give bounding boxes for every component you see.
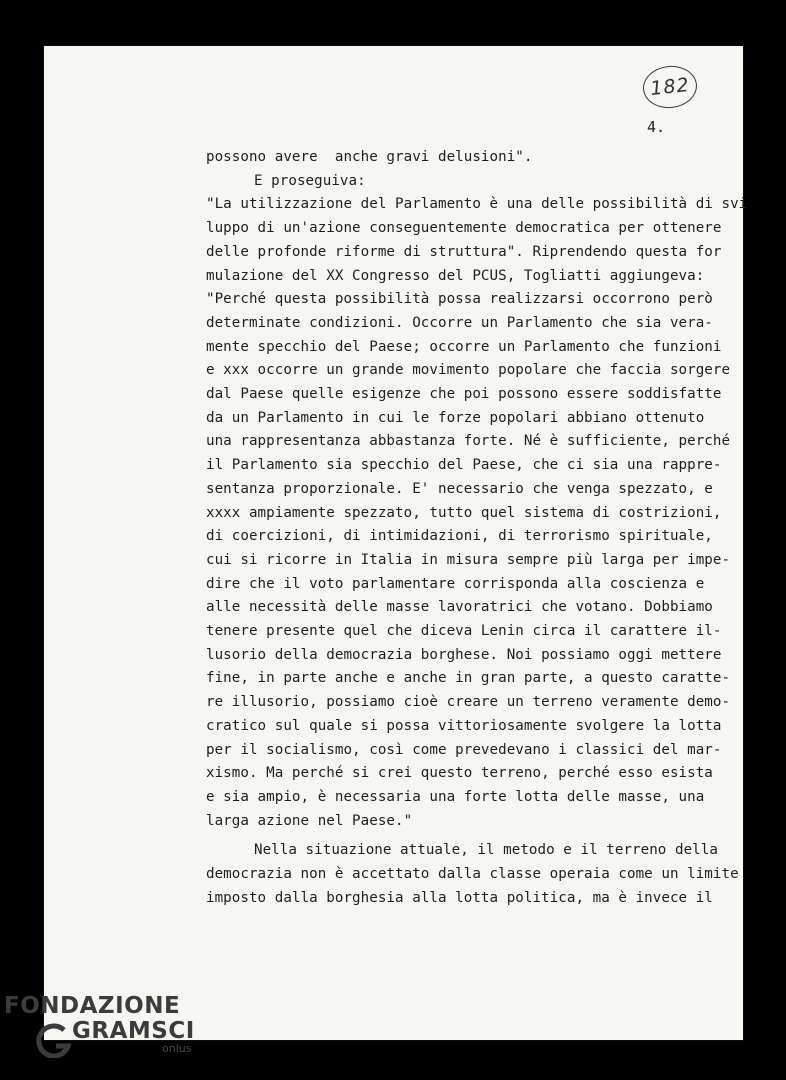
watermark-line-2: GRAMSCI: [72, 1018, 195, 1044]
text-line: E proseguiva:: [254, 172, 366, 189]
text-line: alle necessità delle masse lavoratrici che votano. Dobbiamo: [206, 599, 713, 616]
page-number: 4.: [647, 118, 666, 136]
text-line: cratico sul quale si possa vittoriosamente svolgere la lotta: [206, 717, 722, 734]
text-line: da un Parlamento in cui le forze popolari abbiano ottenuto: [206, 409, 705, 426]
text-line: il Parlamento sia specchio del Paese, che ci sia una rappre-: [206, 457, 722, 474]
text-line: mulazione del XX Congresso del PCUS, Togliatti aggiungeva:: [206, 267, 705, 284]
text-line: determinate condizioni. Occorre un Parlamento che sia vera-: [206, 314, 713, 331]
text-line: sentanza proporzionale. E' necessario che venga spezzato, e: [206, 480, 713, 497]
text-line: Nella situazione attuale, il metodo e il terreno della: [254, 842, 718, 859]
text-line: dire che il voto parlamentare corrisponda alla coscienza e: [206, 575, 705, 592]
text-line: "La utilizzazione del Parlamento è una delle possibilità di svi: [206, 196, 748, 213]
archive-number-stamp: [641, 63, 699, 110]
text-line: per il socialismo, così come prevedevano i classici del mar-: [206, 741, 722, 758]
text-line: cui si ricorre in Italia in misura sempre più larga per impe-: [206, 551, 731, 568]
text-line: luppo di un'azione conseguentemente democratica per ottenere: [206, 220, 722, 237]
text-line: democrazia non è accettato dalla classe operaia come un limite: [206, 866, 739, 883]
fondazione-gramsci-watermark: [4, 992, 195, 1055]
text-line: fine, in parte anche e anche in gran parte, a questo caratte-: [206, 670, 731, 687]
text-line: dal Paese quelle esigenze che poi possono essere soddisfatte: [206, 386, 722, 403]
text-line: re illusorio, possiamo cioè creare un terreno veramente demo-: [206, 694, 731, 711]
text-line: di coercizioni, di intimidazioni, di terrorismo spirituale,: [206, 528, 713, 545]
watermark-line-1: FONDAZIONE: [4, 993, 181, 1019]
typed-text-body: [206, 146, 748, 911]
watermark-line-3: onlus: [162, 1042, 192, 1055]
text-line: possono avere anche gravi delusioni".: [206, 149, 533, 165]
text-line: "Perché questa possibilità possa realizzarsi occorrono però: [206, 291, 713, 308]
text-line: una rappresentanza abbastanza forte. Né è sufficiente, perché: [206, 433, 731, 450]
text-line: e xxx occorre un grande movimento popolare che faccia sorgere: [206, 362, 731, 379]
archive-number: 182: [649, 74, 691, 100]
text-line: mente specchio del Paese; occorre un Parlamento che funzioni: [206, 338, 722, 355]
text-line: larga azione nel Paese.": [206, 812, 413, 829]
text-line: lusorio della democrazia borghese. Noi possiamo oggi mettere: [206, 646, 722, 663]
text-line: imposto dalla borghesia alla lotta politica, ma è invece il: [206, 889, 713, 906]
gramsci-logo-icon: [34, 1022, 74, 1058]
text-line: delle profonde riforme di struttura". Riprendendo questa for: [206, 243, 722, 260]
text-line: e sia ampio, è necessaria una forte lotta delle masse, una: [206, 788, 705, 805]
text-line: xismo. Ma perché si crei questo terreno, perché esso esista: [206, 765, 713, 782]
text-line: tenere presente quel che diceva Lenin circa il carattere il-: [206, 623, 722, 640]
text-line: xxxx ampiamente spezzato, tutto quel sistema di costrizioni,: [206, 504, 722, 521]
document-page: [44, 46, 748, 1040]
